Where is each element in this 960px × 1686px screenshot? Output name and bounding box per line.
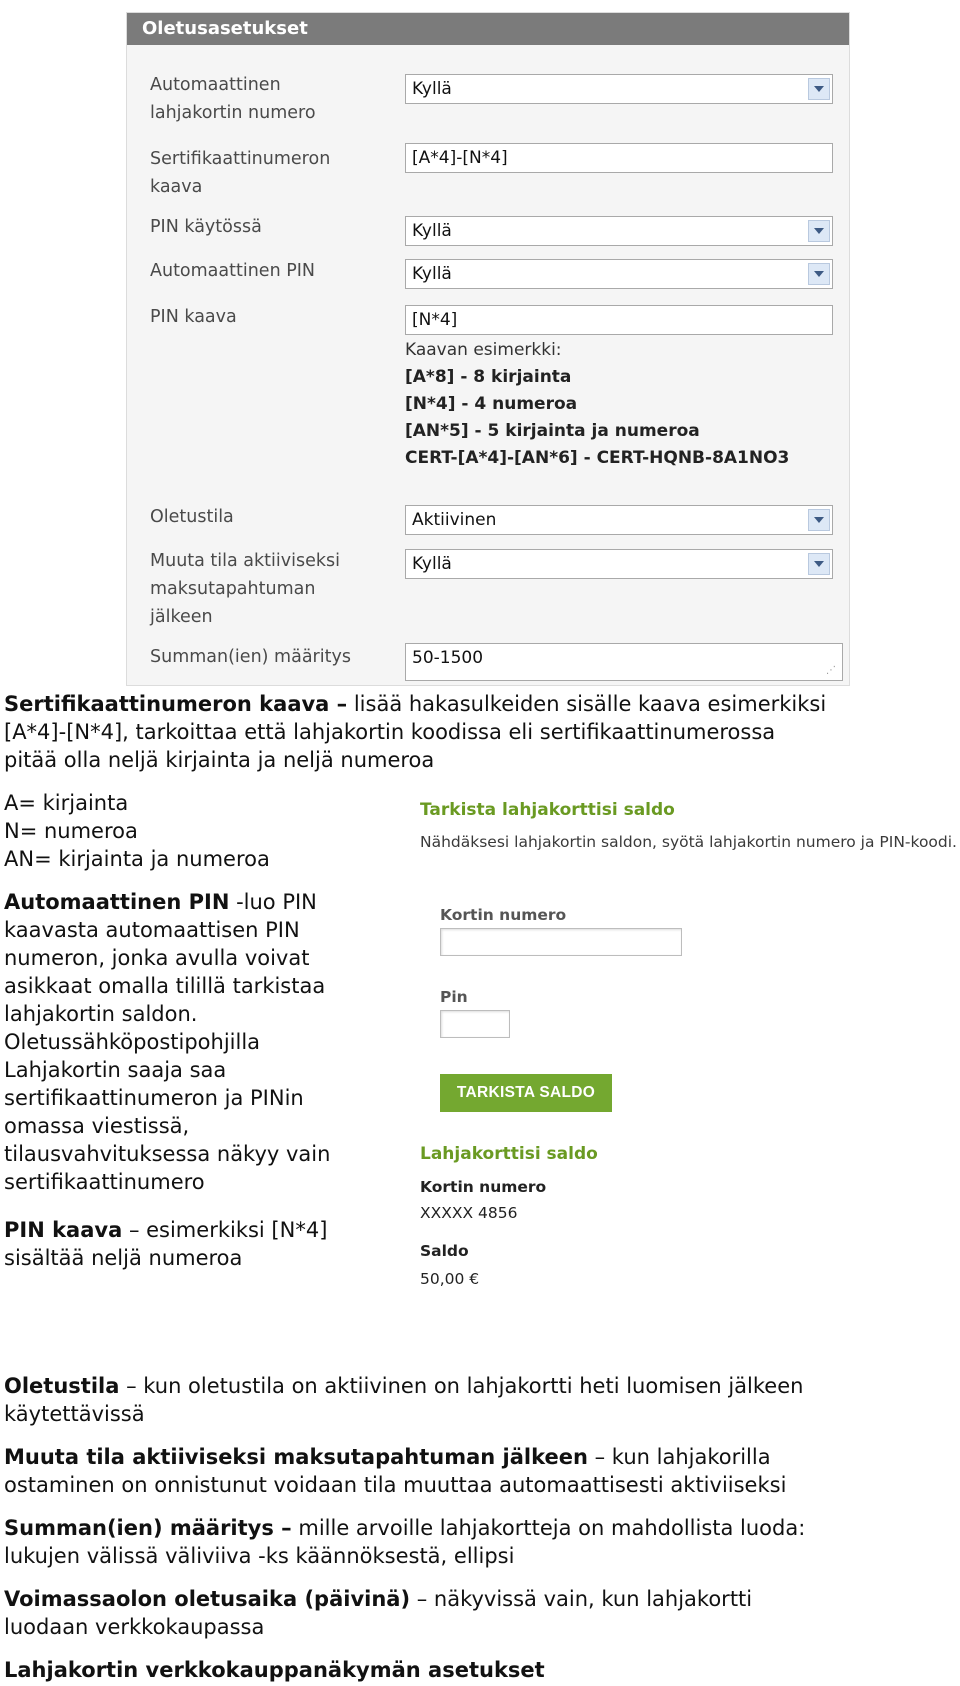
- select-value: Kyllä: [412, 264, 452, 284]
- text: lukujen välissä väliviiva -ks käännöksestä, ellipsi: [4, 1544, 515, 1568]
- cert-formula-explanation: [4, 690, 826, 774]
- term: Voimassaolon oletusaika (päivinä): [4, 1587, 411, 1611]
- chevron-down-icon[interactable]: [808, 553, 830, 575]
- pin-input[interactable]: [440, 1010, 510, 1038]
- term: Oletustila: [4, 1374, 120, 1398]
- legend-item: N= numeroa: [4, 819, 138, 843]
- default-state-explanation: [4, 1372, 803, 1428]
- auto-pin-explanation: [4, 888, 330, 1196]
- text: pitää olla neljä kirjainta ja neljä numeroa: [4, 748, 435, 772]
- chevron-down-icon[interactable]: [808, 220, 830, 242]
- default-settings-panel: [126, 12, 850, 686]
- text: käytettävissä: [4, 1402, 145, 1426]
- label-line: Muuta tila aktiiviseksi: [150, 551, 340, 571]
- text: mille arvoille lahjakortteja on mahdollista luoda:: [291, 1516, 806, 1540]
- formula-example: [N*4] - 4 numeroa: [405, 394, 578, 414]
- text: sertifikaattinumero: [4, 1170, 205, 1194]
- card-number-input[interactable]: [440, 928, 682, 956]
- text: omassa viestissä,: [4, 1114, 190, 1138]
- text: [A*4]-[N*4], tarkoittaa että lahjakortin koodissa eli sertifikaattinumerossa: [4, 720, 776, 744]
- text: lahjakortin saldon.: [4, 1002, 198, 1026]
- formula-example: [A*8] - 8 kirjainta: [405, 367, 572, 387]
- balance-check-title: Tarkista lahjakorttisi saldo: [420, 800, 675, 820]
- term: Summan(ien) määritys –: [4, 1516, 292, 1540]
- term: PIN kaava: [4, 1218, 123, 1242]
- section-heading: Lahjakortin verkkokauppanäkymän asetukset: [4, 1658, 545, 1682]
- result-balance-label: Saldo: [420, 1242, 469, 1260]
- validity-explanation: [4, 1585, 752, 1641]
- amounts-explanation: [4, 1514, 805, 1570]
- auto-card-number-label: [150, 71, 316, 127]
- text: numeron, jonka avulla voivat: [4, 946, 310, 970]
- result-balance-value: 50,00 €: [420, 1270, 480, 1288]
- label-line: lahjakortin numero: [150, 103, 316, 123]
- result-card-label: Kortin numero: [420, 1178, 547, 1196]
- select-value: Kyllä: [412, 554, 452, 574]
- text: tilausvahvituksessa näkyy vain: [4, 1142, 331, 1166]
- term: Automaattinen PIN: [4, 890, 230, 914]
- cert-formula-label: [150, 145, 330, 201]
- pin-enabled-label: PIN käytössä: [150, 217, 262, 237]
- text: luodaan verkkokaupassa: [4, 1615, 265, 1639]
- cert-formula-input[interactable]: [A*4]-[N*4]: [405, 143, 833, 173]
- legend: [4, 789, 270, 873]
- text: asikkaat omalla tilillä tarkistaa: [4, 974, 326, 998]
- change-state-label: [150, 547, 340, 631]
- amounts-textarea[interactable]: [405, 643, 843, 681]
- pin-formula-explanation: [4, 1216, 327, 1272]
- label-line: Automaattinen: [150, 75, 281, 95]
- text: ostaminen on onnistunut voidaan tila muuttaa automaattisesti aktiviiseksi: [4, 1473, 787, 1497]
- card-number-label: Kortin numero: [440, 906, 567, 924]
- resize-grip-icon[interactable]: ⋰: [826, 665, 836, 676]
- select-value: Kyllä: [412, 79, 452, 99]
- default-state-select[interactable]: [405, 505, 833, 535]
- chevron-down-icon[interactable]: [808, 509, 830, 531]
- default-state-label: Oletustila: [150, 507, 234, 527]
- text: sisältää neljä numeroa: [4, 1246, 243, 1270]
- textarea-value: 50-1500: [412, 648, 484, 668]
- text: – esimerkiksi [N*4]: [122, 1218, 328, 1242]
- text: – näkyvissä vain, kun lahjakortti: [410, 1587, 753, 1611]
- pin-formula-input[interactable]: [N*4]: [405, 305, 833, 335]
- term: Sertifikaattinumeron kaava –: [4, 692, 348, 716]
- formula-example: CERT-[A*4]-[AN*6] - CERT-HQNB-8A1NO3: [405, 448, 790, 468]
- legend-item: A= kirjainta: [4, 791, 129, 815]
- amounts-label: Summan(ien) määritys: [150, 647, 351, 667]
- select-value: Aktiivinen: [412, 510, 497, 530]
- label-line: Sertifikaattinumeron: [150, 149, 331, 169]
- balance-result-title: Lahjakorttisi saldo: [420, 1144, 598, 1164]
- text: – kun lahjakorilla: [587, 1445, 771, 1469]
- term: Muuta tila aktiiviseksi maksutapahtuman jälkeen: [4, 1445, 588, 1469]
- text: -luo PIN: [229, 890, 317, 914]
- label-line: maksutapahtuman: [150, 579, 316, 599]
- result-card-value: XXXXX 4856: [420, 1204, 518, 1222]
- panel-title: Oletusasetukset: [127, 13, 849, 45]
- pin-enabled-select[interactable]: [405, 216, 833, 246]
- label-line: jälkeen: [150, 607, 213, 627]
- change-state-select[interactable]: [405, 549, 833, 579]
- text: – kun oletustila on aktiivinen on lahjakortti heti luomisen jälkeen: [119, 1374, 804, 1398]
- pin-label: Pin: [440, 988, 468, 1006]
- text: lisää hakasulkeiden sisälle kaava esimerkiksi: [347, 692, 827, 716]
- select-value: Kyllä: [412, 221, 452, 241]
- formula-example-title: Kaavan esimerkki:: [405, 340, 562, 360]
- auto-pin-label: Automaattinen PIN: [150, 261, 316, 281]
- label-line: kaava: [150, 177, 203, 197]
- text: kaavasta automaattisen PIN: [4, 918, 300, 942]
- pin-formula-label: PIN kaava: [150, 307, 237, 327]
- chevron-down-icon[interactable]: [808, 263, 830, 285]
- auto-pin-select[interactable]: [405, 259, 833, 289]
- auto-card-number-select[interactable]: [405, 74, 833, 104]
- text: sertifikaattinumeron ja PINin: [4, 1086, 304, 1110]
- text: Oletussähköpostipohjilla: [4, 1030, 261, 1054]
- check-balance-button[interactable]: TARKISTA SALDO: [440, 1074, 612, 1112]
- change-state-explanation: [4, 1443, 786, 1499]
- legend-item: AN= kirjainta ja numeroa: [4, 847, 270, 871]
- chevron-down-icon[interactable]: [808, 78, 830, 100]
- formula-example: [AN*5] - 5 kirjainta ja numeroa: [405, 421, 700, 441]
- text: Lahjakortin saaja saa: [4, 1058, 227, 1082]
- balance-check-description: Nähdäksesi lahjakortin saldon, syötä lahjakortin numero ja PIN-koodi.: [420, 833, 957, 851]
